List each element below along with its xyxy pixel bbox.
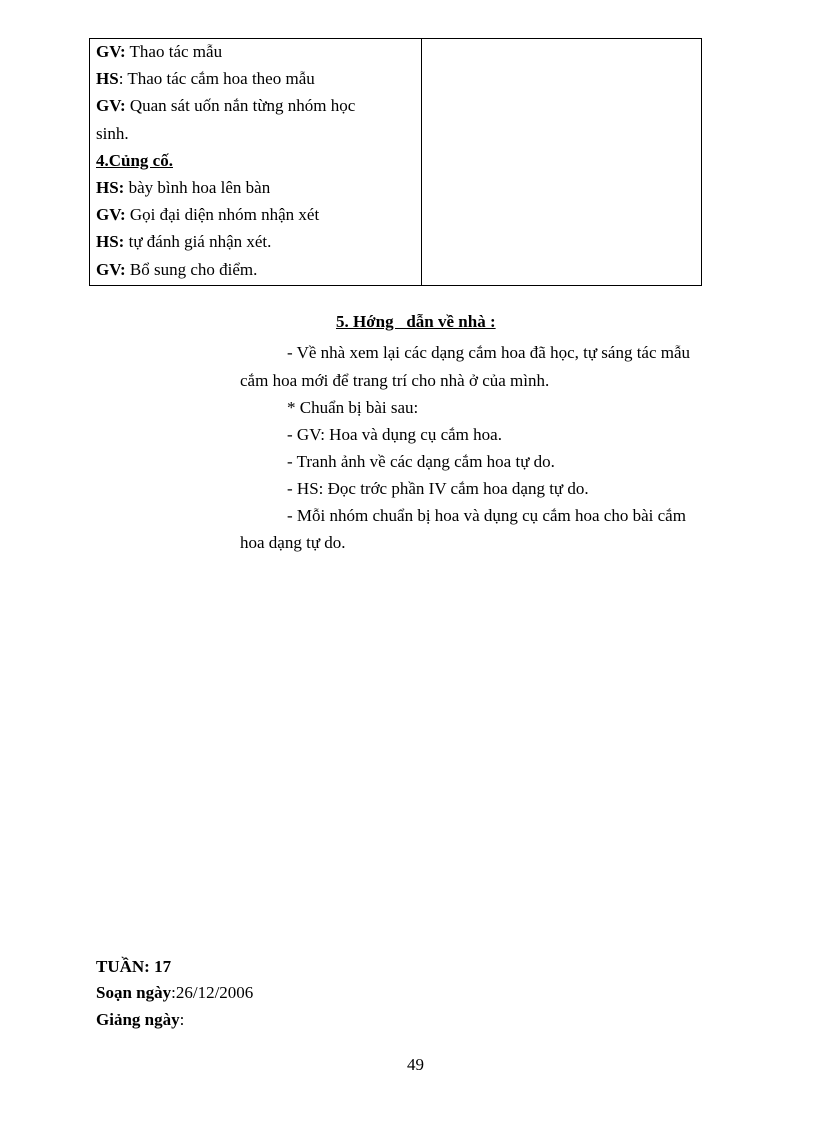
- activity-line: [90, 38, 421, 65]
- role-label: GV:: [96, 259, 126, 279]
- prepared-date: [96, 983, 253, 1003]
- homework-line: cắm hoa mới để trang trí cho nhà ở của mình.: [240, 371, 550, 390]
- prepared-value: :26/12/2006: [171, 983, 254, 1002]
- role-label: GV:: [96, 42, 126, 61]
- role-label: HS: [96, 69, 119, 89]
- role-label: HS:: [96, 232, 125, 252]
- prepared-label: Soạn ngày: [96, 983, 172, 1002]
- activity-text: sinh.: [96, 123, 129, 143]
- section-heading: 4.Củng cố.: [96, 150, 173, 170]
- homework-line: - Tranh ảnh về các dạng cắm hoa tự do.: [287, 452, 555, 471]
- homework-line: - Mỗi nhóm chuẩn bị hoa và dụng cụ cắm hoa cho bài cắm: [287, 506, 686, 525]
- activity-text: Thao tác mẫu: [125, 42, 223, 61]
- activity-line: [90, 201, 421, 228]
- homework-line: * Chuẩn bị bài sau:: [287, 398, 419, 417]
- activity-text: Bổ sung cho điểm.: [125, 259, 258, 279]
- teaching-label: Giảng ngày: [96, 1010, 180, 1029]
- teaching-date: [96, 1010, 184, 1030]
- activity-line: [90, 228, 421, 255]
- activity-text: : Thao tác cắm hoa theo mẫu: [118, 69, 315, 89]
- page-number: 49: [407, 1055, 424, 1074]
- homework-line: - Về nhà xem lại các dạng cắm hoa đã học, tự sáng tác mẫu: [287, 343, 691, 362]
- activity-table: [89, 38, 702, 286]
- empty-content-cell: [422, 39, 702, 286]
- activity-line: [90, 65, 421, 92]
- activity-line: [90, 174, 421, 201]
- role-label: GV:: [96, 96, 126, 116]
- teaching-value: :: [179, 1010, 185, 1029]
- table-row: [90, 39, 702, 286]
- activity-text: bày bình hoa lên bàn: [124, 178, 271, 198]
- homework-line: hoa dạng tự do.: [240, 533, 346, 552]
- activity-text: tự đánh giá nhận xét.: [124, 232, 272, 252]
- role-label: GV:: [96, 205, 126, 225]
- week-label: TUẦN: 17: [96, 957, 172, 976]
- homework-line: - HS: Đọc trớc phần IV cắm hoa dạng tự do.: [287, 479, 589, 498]
- homework-title: 5. Hớng dẫn về nhà :: [336, 312, 496, 331]
- activity-line: [90, 92, 421, 119]
- activity-line: [90, 120, 421, 147]
- activity-text: Quan sát uốn nắn từng nhóm học: [125, 96, 356, 116]
- activity-line: [90, 147, 421, 174]
- homework-line: - GV: Hoa và dụng cụ cắm hoa.: [287, 425, 502, 444]
- activity-line: [90, 256, 421, 283]
- teacher-student-activities-cell: [90, 39, 422, 286]
- activity-text: Gọi đại diện nhóm nhận xét: [125, 205, 320, 225]
- role-label: HS:: [96, 178, 125, 198]
